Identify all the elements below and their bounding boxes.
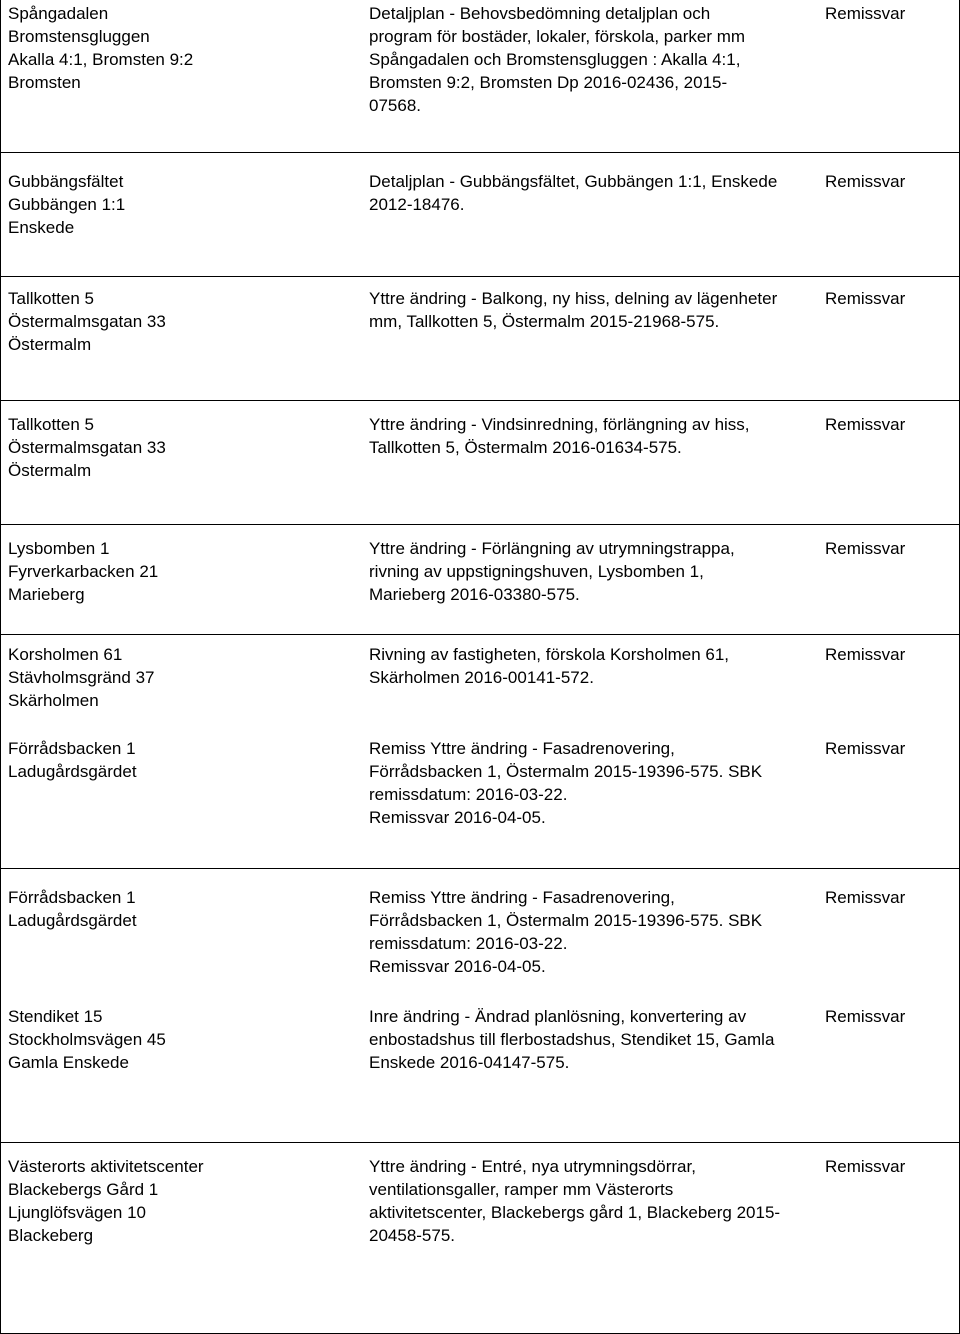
property-cell: Förrådsbacken 1 Ladugårdsgärdet	[8, 888, 137, 930]
description-cell: Yttre ändring - Entré, nya utrymningsdörrar, ventilationsgaller, ramper mm Västerorts aktivitetscenter, Blackebergs gård 1, Blackeberg 2015- 20458-575.	[369, 1157, 781, 1245]
status-cell: Remissvar	[825, 1157, 906, 1176]
description-cell: Yttre ändring - Vindsinredning, förlängning av hiss, Tallkotten 5, Östermalm 2016-01634-575.	[369, 415, 750, 457]
status-cell: Remissvar	[825, 739, 906, 758]
description-cell: Detaljplan - Behovsbedömning detaljplan och program för bostäder, lokaler, förskola, parker mm Spångadalen och Bromstensgluggen : Akalla 4:1, Bromsten 9:2, Bromsten Dp 2016-02436, 2015- 07568.	[369, 4, 746, 115]
property-cell: Stendiket 15 Stockholmsvägen 45 Gamla Enskede	[8, 1007, 166, 1072]
table-row	[1, 737, 959, 847]
property-cell: Tallkotten 5 Östermalmsgatan 33 Östermalm	[8, 415, 166, 480]
table-row	[1, 400, 959, 524]
table-row-group	[1, 868, 959, 1142]
table-row	[1, 276, 959, 400]
table-row	[1, 152, 959, 276]
table-row	[1, 1005, 959, 1085]
description-cell: Yttre ändring - Förlängning av utrymningstrappa, rivning av uppstigningshuven, Lysbomben 1, Marieberg 2016-03380-575.	[369, 539, 735, 604]
property-cell: Lysbomben 1 Fyrverkarbacken 21 Marieberg	[8, 539, 159, 604]
status-cell: Remissvar	[825, 415, 906, 434]
property-cell: Spångadalen Bromstensgluggen Akalla 4:1, Bromsten 9:2 Bromsten	[8, 4, 194, 92]
property-cell: Västerorts aktivitetscenter Blackebergs Gård 1 Ljunglöfsvägen 10 Blackeberg	[8, 1157, 204, 1245]
table-row-group	[1, 634, 959, 868]
description-cell: Rivning av fastigheten, förskola Korsholmen 61, Skärholmen 2016-00141-572.	[369, 645, 730, 687]
description-cell: Inre ändring - Ändrad planlösning, konvertering av enbostadshus till flerbostadshus, Stendiket 15, Gamla Enskede 2016-04147-575.	[369, 1007, 775, 1072]
status-cell: Remissvar	[825, 888, 906, 907]
property-cell: Korsholmen 61 Stävholmsgränd 37 Skärholmen	[8, 645, 155, 710]
description-cell: Remiss Yttre ändring - Fasadrenovering, Förrådsbacken 1, Östermalm 2015-19396-575. SBK remissdatum: 2016-03-22. Remissvar 2016-04-05.	[369, 739, 763, 827]
table-row	[1, 0, 959, 152]
table-row	[1, 1142, 959, 1334]
status-cell: Remissvar	[825, 645, 906, 664]
status-cell: Remissvar	[825, 289, 906, 308]
status-cell: Remissvar	[825, 539, 906, 558]
property-cell: Gubbängsfältet Gubbängen 1:1 Enskede	[8, 172, 126, 237]
property-cell: Förrådsbacken 1 Ladugårdsgärdet	[8, 739, 137, 781]
table-row	[1, 886, 959, 986]
description-cell: Yttre ändring - Balkong, ny hiss, delning av lägenheter mm, Tallkotten 5, Östermalm 2015-21968-575.	[369, 289, 778, 331]
status-cell: Remissvar	[825, 4, 906, 23]
property-cell: Tallkotten 5 Östermalmsgatan 33 Östermalm	[8, 289, 166, 354]
status-cell: Remissvar	[825, 172, 906, 191]
table-row	[1, 524, 959, 634]
status-cell: Remissvar	[825, 1007, 906, 1026]
description-cell: Detaljplan - Gubbängsfältet, Gubbängen 1:1, Enskede 2012-18476.	[369, 172, 778, 214]
description-cell: Remiss Yttre ändring - Fasadrenovering, Förrådsbacken 1, Östermalm 2015-19396-575. SBK remissdatum: 2016-03-22. Remissvar 2016-04-05.	[369, 888, 763, 976]
table-row	[1, 643, 959, 723]
